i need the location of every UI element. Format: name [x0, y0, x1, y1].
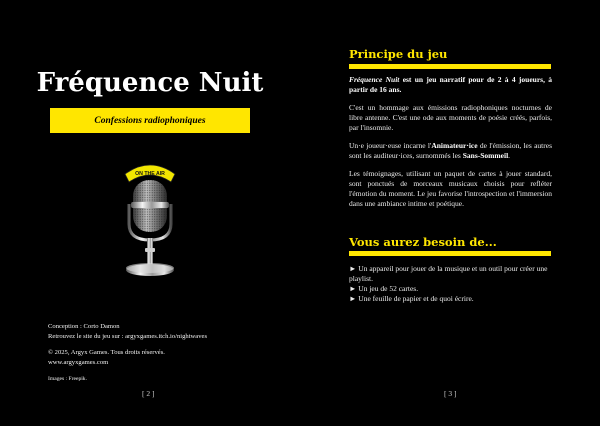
role-host: Animateur·ice [431, 140, 478, 150]
needs-item-paper: ► Une feuille de papier et de quoi écrire. [349, 293, 474, 303]
principle-p2: C'est un hommage aux émissions radiophoniques nocturnes de libre antenne. C'est une ode aux moments de poésie créés, parfois, par l'insomnie. [349, 102, 552, 132]
page-number-right: [ 3 ] [444, 389, 457, 398]
principle-p3-b: de l'émission, les autres sont les auditeur·ices, surnommés les [349, 140, 552, 160]
needs-item-cards: ► Un jeu de 52 cartes. [349, 283, 419, 293]
principle-p1 [349, 75, 552, 95]
credit-website: www.argyxgames.com [48, 358, 109, 366]
book-title: Fréquence Nuit [36, 68, 264, 98]
needs-rule [349, 251, 551, 256]
needs-list [349, 264, 552, 304]
needs-item-music: ► Un appareil pour jouer de la musique et un outil pour créer une playlist. [349, 264, 548, 283]
credit-copyright: © 2025, Argyx Games. Tous droits réservés. [48, 349, 165, 357]
page-number-left: [ 2 ] [142, 389, 155, 398]
principle-p4: Les témoignages, utilisant un paquet de cartes à jouer standard, sont ponctués de morceaux musicaux choisis pour refléter l'émotion du moment. Le jeu favorise l'introspection et l'immersion dans une ambiance intime et poétique. [349, 168, 552, 208]
role-listeners: Sans-Sommeil [462, 150, 509, 160]
subtitle: Confessions radiophoniques [94, 115, 206, 126]
principle-rule [349, 64, 551, 69]
credits-block [48, 322, 288, 383]
subtitle-banner [50, 108, 250, 133]
credit-site: Retrouvez le site du jeu sur : argyxgames.itch.io/nightwaves [48, 332, 208, 340]
principle-p3 [349, 141, 552, 161]
principle-p1-rest: est un jeu narratif pour de 2 à 4 joueurs, à partir de 16 ans. [349, 75, 552, 94]
microphone-icon [115, 158, 185, 282]
credit-images: Images : Freepik. [48, 376, 87, 383]
game-name: Fréquence Nuit [349, 75, 400, 84]
needs-heading: Vous aurez besoin de... [349, 235, 497, 249]
principle-text [349, 75, 552, 217]
principle-p3-c: . [508, 150, 511, 160]
principle-p3-a: Un·e joueur·euse incarne l' [349, 140, 432, 150]
principle-heading: Principe du jeu [349, 47, 448, 61]
credit-conception: Conception : Corto Damon [48, 323, 120, 330]
on-air-text: ON THE AIR [135, 171, 165, 177]
